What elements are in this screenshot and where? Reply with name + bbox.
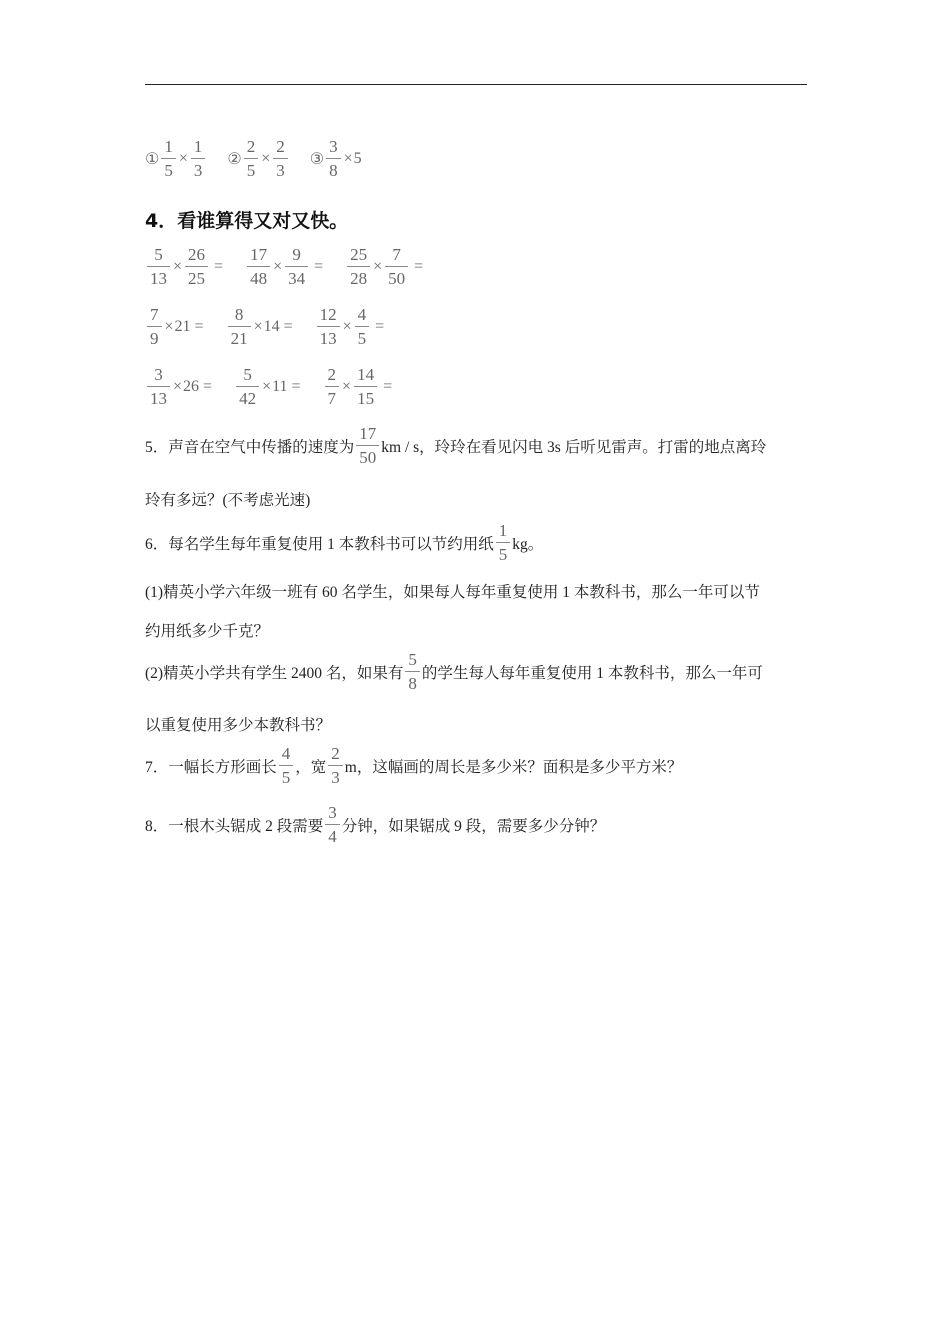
q5-line-1 (145, 425, 807, 466)
q3-marker: ③ (309, 150, 325, 168)
q6-line-1 (145, 522, 807, 563)
fraction: $\frac{17}{50}$ (356, 425, 379, 466)
fraction: $\frac{25}{28}$ (347, 246, 370, 287)
whole-number: 21 (174, 317, 191, 335)
header-rule (145, 84, 807, 85)
q6-text: kg。 (512, 535, 544, 553)
times-sign: × (342, 377, 352, 395)
times-sign: × (164, 317, 174, 335)
fraction: $\frac{17}{48}$ (247, 246, 270, 287)
fraction: $\frac{8}{21}$ (228, 306, 251, 347)
q8-text: 分钟，如果锯成 9 段，需要多少分钟？ (341, 817, 606, 835)
fraction: $\frac{2}{3}$ (328, 745, 343, 786)
fraction: $\frac{2}{7}$ (325, 366, 340, 407)
fraction: $\frac{5}{8}$ (405, 651, 420, 692)
equals-sign: = (203, 377, 213, 395)
fraction: $\frac{14}{15}$ (354, 366, 377, 407)
q8-text: 8．一根木头锯成 2 段需要 (145, 817, 324, 835)
fraction: $\frac{3}{13}$ (147, 366, 170, 407)
times-sign: × (253, 317, 263, 335)
fraction: $\frac{4}{5}$ (355, 306, 370, 347)
equals-sign: = (314, 257, 324, 275)
whole-number: 26 (183, 377, 200, 395)
times-sign: × (178, 149, 188, 167)
equals-sign: = (194, 317, 204, 335)
q6-text: 6．每名学生每年重复使用 1 本教科书可以节约用纸 (145, 535, 494, 553)
times-sign: × (173, 377, 183, 395)
fraction: $\frac{12}{13}$ (317, 306, 340, 347)
fraction: $\frac{5}{42}$ (236, 366, 259, 407)
q3-items (145, 138, 362, 179)
q6-sub1-line-1: (1)精英小学六年级一班有 60 名学生，如果每人每年重复使用 1 本教科书，那么一年可以节 (145, 584, 760, 601)
q5-line-2: 玲有多远？(不考虑光速) (145, 492, 311, 509)
fraction: $\frac{1}{5}$ (161, 138, 176, 179)
times-sign: × (262, 377, 272, 395)
times-sign: × (373, 257, 383, 275)
q5-text: 5．声音在空气中传播的速度为 (145, 438, 355, 456)
q6-text: (2)精英小学共有学生 2400 名，如果有 (145, 664, 404, 682)
whole-number: 11 (272, 377, 288, 395)
q6-text: 的学生每人每年重复使用 1 本教科书，那么一年可 (421, 664, 763, 682)
equals-sign: = (414, 257, 424, 275)
q7-text: 7．一幅长方形画长 (145, 758, 277, 776)
equals-sign: = (291, 377, 301, 395)
times-sign: × (273, 257, 283, 275)
times-sign: × (173, 257, 183, 275)
fraction: $\frac{7}{50}$ (385, 246, 408, 287)
q6-sub1-line-2: 约用纸多少千克？ (145, 623, 270, 640)
q4-row-3 (145, 366, 392, 407)
q6-sub2-line-2: 以重复使用多少本教科书？ (145, 717, 332, 734)
fraction: $\frac{7}{9}$ (147, 306, 162, 347)
q4-row-1 (145, 246, 423, 287)
q6-sub2-line-1 (145, 651, 807, 692)
q7-text: ，宽 (295, 758, 327, 776)
times-sign: × (342, 317, 352, 335)
fraction: $\frac{9}{34}$ (285, 246, 308, 287)
whole-number: 14 (263, 317, 280, 335)
fraction: $\frac{2}{3}$ (273, 138, 288, 179)
q4-row-2 (145, 306, 384, 347)
equals-sign: = (214, 257, 224, 275)
q5-text: km / s，玲玲在看见闪电 3s 后听见雷声。打雷的地点离玲 (381, 438, 767, 456)
equals-sign: = (383, 377, 393, 395)
whole-number: 5 (353, 149, 362, 167)
times-sign: × (261, 149, 271, 167)
q3-marker: ② (227, 150, 242, 168)
fraction: $\frac{4}{5}$ (279, 745, 294, 786)
q7-line (145, 745, 807, 786)
fraction: $\frac{1}{5}$ (496, 522, 511, 563)
q8-line (145, 804, 807, 845)
fraction: $\frac{26}{25}$ (185, 246, 208, 287)
fraction: $\frac{1}{3}$ (191, 138, 206, 179)
fraction: $\frac{3}{4}$ (325, 804, 340, 845)
fraction: $\frac{2}{5}$ (244, 138, 259, 179)
equals-sign: = (375, 317, 385, 335)
equals-sign: = (283, 317, 293, 335)
times-sign: × (343, 149, 353, 167)
fraction: $\frac{3}{8}$ (326, 138, 341, 179)
q4-heading: 4．看谁算得又对又快。 (145, 210, 349, 232)
fraction: $\frac{5}{13}$ (147, 246, 170, 287)
q7-text: m，这幅画的周长是多少米？面积是多少平方米？ (344, 758, 683, 776)
q3-marker: ① (145, 150, 160, 168)
